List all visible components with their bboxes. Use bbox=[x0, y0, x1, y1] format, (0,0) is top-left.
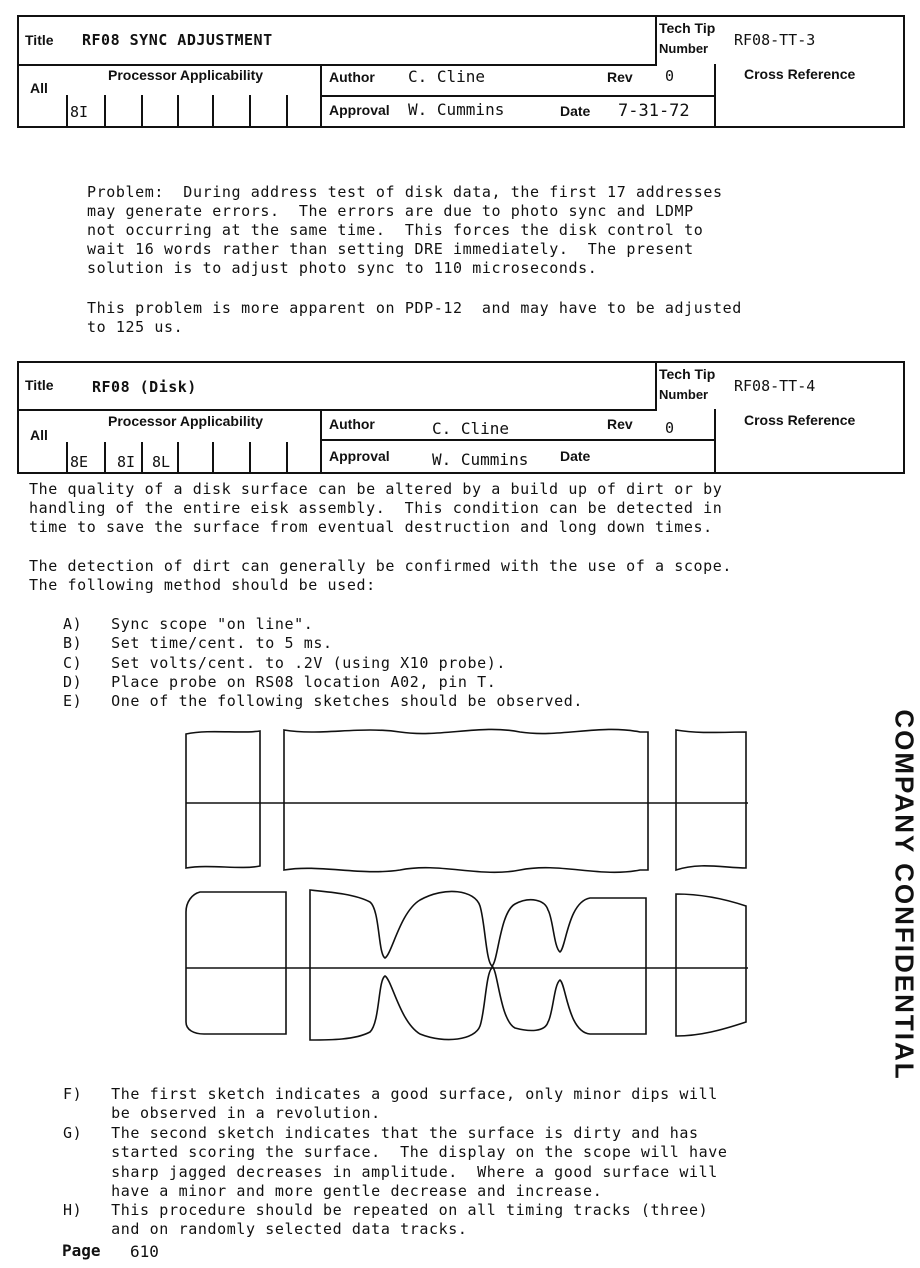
tip2-detect-line-1: The following method should be used: bbox=[29, 576, 376, 594]
tip1-cross-ref-label: Cross Reference bbox=[744, 66, 856, 82]
tip1-note-line-1: to 125 us. bbox=[87, 318, 184, 336]
tip2-all-label: All bbox=[30, 427, 48, 443]
tip1-number: RF08-TT-3 bbox=[734, 31, 816, 49]
tip2-approval-label: Approval bbox=[329, 448, 390, 464]
sketch-dirty-surface bbox=[186, 890, 748, 1040]
page-label: Page bbox=[62, 1241, 101, 1260]
tip2-processor-1: 8I bbox=[117, 453, 136, 471]
tip2-step-b: B) Set time/cent. to 5 ms. bbox=[63, 634, 333, 652]
tip2-step-e: E) One of the following sketches should be observed. bbox=[63, 692, 584, 710]
tip2-note-g-2: sharp jagged decreases in amplitude. Where a good surface will bbox=[63, 1163, 718, 1181]
tip1-rev-label: Rev bbox=[607, 69, 633, 85]
tip2-note-h-1: and on randomly selected data tracks. bbox=[63, 1220, 468, 1238]
tip1-author: C. Cline bbox=[408, 67, 486, 86]
page-number: 610 bbox=[130, 1242, 159, 1261]
tip2-cross-ref-label: Cross Reference bbox=[744, 412, 856, 428]
tip1-problem-line-0: Problem: During address test of disk data, the first 17 addresses bbox=[87, 183, 723, 201]
tip1-approval: W. Cummins bbox=[408, 100, 505, 119]
tip2-note-f-0: F) The first sketch indicates a good surface, only minor dips will bbox=[63, 1085, 718, 1103]
tip2-intro-line-0: The quality of a disk surface can be altered by a build up of dirt or by bbox=[29, 480, 723, 498]
tip2-processor-label: Processor Applicability bbox=[108, 413, 264, 429]
tip2-number-label: Number bbox=[659, 387, 709, 402]
tip1-number-label: Number bbox=[659, 41, 709, 56]
tip1-all-label: All bbox=[30, 80, 48, 96]
tip1-author-label: Author bbox=[329, 69, 375, 85]
tip2-approval: W. Cummins bbox=[432, 450, 529, 469]
tip1-note-line-0: This problem is more apparent on PDP-12 and may have to be adjusted bbox=[87, 299, 742, 317]
tip2-step-a: A) Sync scope "on line". bbox=[63, 615, 314, 633]
tip1-date: 7-31-72 bbox=[618, 101, 690, 121]
tip2-note-g-3: have a minor and more gentle decrease and increase. bbox=[63, 1182, 603, 1200]
tip2-tech-tip-label: Tech Tip bbox=[659, 366, 716, 382]
tip1-title-label: Title bbox=[25, 32, 54, 48]
tip1-problem-line-2: not occurring at the same time. This forces the disk control to bbox=[87, 221, 704, 239]
scope-sketches bbox=[170, 722, 760, 1067]
tip2-processor-2: 8L bbox=[152, 453, 171, 471]
tip2-note-g-0: G) The second sketch indicates that the surface is dirty and has bbox=[63, 1124, 699, 1142]
tip1-processor-0: 8I bbox=[70, 103, 89, 121]
tip2-intro-line-2: time to save the surface from eventual destruction and long down times. bbox=[29, 518, 713, 536]
tip1-approval-label: Approval bbox=[329, 102, 390, 118]
tip2-note-g-1: started scoring the surface. The display on the scope will have bbox=[63, 1143, 728, 1161]
tip1-problem-line-4: solution is to adjust photo sync to 110 microseconds. bbox=[87, 259, 598, 277]
tip2-detect-line-0: The detection of dirt can generally be confirmed with the use of a scope. bbox=[29, 557, 733, 575]
tip2-step-c: C) Set volts/cent. to .2V (using X10 probe). bbox=[63, 654, 507, 672]
tip1-title: RF08 SYNC ADJUSTMENT bbox=[82, 31, 273, 49]
sketch-good-surface bbox=[186, 729, 748, 872]
tip2-processor-0: 8E bbox=[70, 453, 89, 471]
tip2-rev: 0 bbox=[665, 419, 675, 437]
tip2-note-f-1: be observed in a revolution. bbox=[63, 1104, 381, 1122]
confidential-stamp bbox=[889, 675, 920, 1115]
tip2-number: RF08-TT-4 bbox=[734, 377, 816, 395]
confidential-stamp-text: COMPANY CONFIDENTIAL bbox=[889, 709, 920, 1081]
tip1-rev: 0 bbox=[665, 67, 675, 85]
tip2-date-label: Date bbox=[560, 448, 591, 464]
tip2-step-d: D) Place probe on RS08 location A02, pin T. bbox=[63, 673, 497, 691]
tip1-problem-line-1: may generate errors. The errors are due to photo sync and LDMP bbox=[87, 202, 694, 220]
tip2-intro-line-1: handling of the entire eisk assembly. This condition can be detected in bbox=[29, 499, 723, 517]
tip1-processor-label: Processor Applicability bbox=[108, 67, 264, 83]
tip2-note-h-0: H) This procedure should be repeated on all timing tracks (three) bbox=[63, 1201, 709, 1219]
tip2-author-label: Author bbox=[329, 416, 375, 432]
tip2-title-label: Title bbox=[25, 377, 54, 393]
tip1-tech-tip-label: Tech Tip bbox=[659, 20, 716, 36]
tip1-date-label: Date bbox=[560, 103, 591, 119]
tip2-author: C. Cline bbox=[432, 419, 510, 438]
tip2-rev-label: Rev bbox=[607, 416, 633, 432]
tip2-title: RF08 (Disk) bbox=[92, 378, 197, 396]
tip1-problem-line-3: wait 16 words rather than setting DRE immediately. The present bbox=[87, 240, 694, 258]
